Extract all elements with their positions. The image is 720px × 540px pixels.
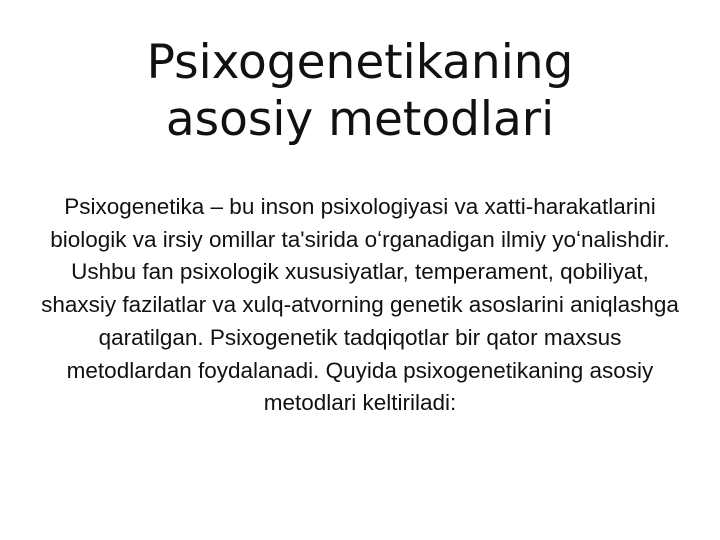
slide-title: Psixogenetikaning asosiy metodlari (146, 35, 574, 147)
slide-body-text: Psixogenetika – bu inson psixologiyasi va xatti-harakatlarini biologik va irsiy omillar ta'sirida oʻrganadigan ilmiy yoʻnalishdir. Ushbu fan psixologik xususiyatlar, temperament, qobiliyat, shaxsiy fazilatlar va xulq-atvorning genetik asoslarini aniqlashga qaratilgan. Psixogenetik tadqiqotlar bir qator maxsus metodlardan foydalanadi. Quyida psixogenetikaning asosiy metodlari keltiriladi: (41, 194, 679, 416)
